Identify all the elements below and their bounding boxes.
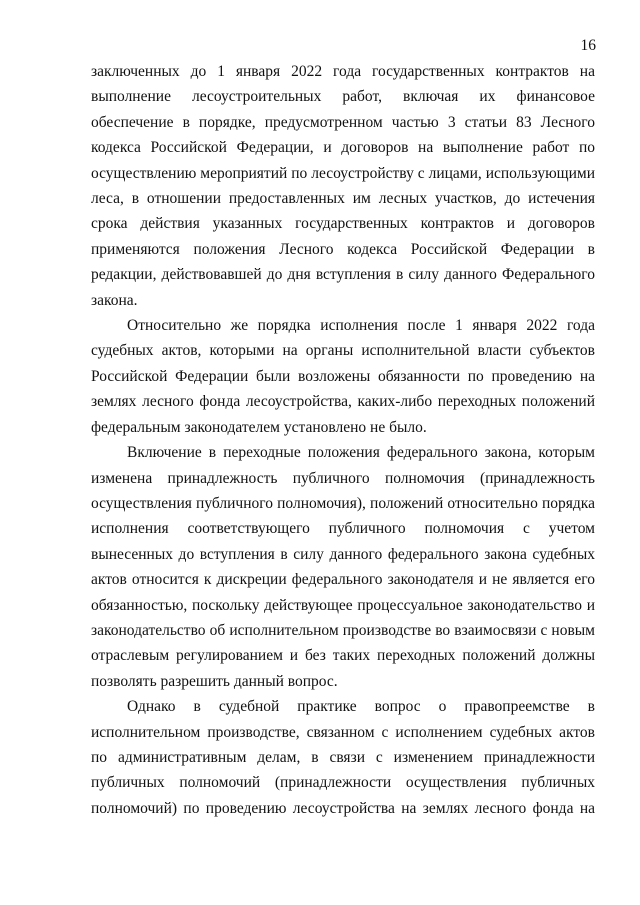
document-body	[91, 59, 595, 821]
paragraph-legislator-discretion: Включение в переходные положения федерального закона, которым изменена принадлежность публичного полномочия (принадлежность осуществления публичного полномочия), положений относительно порядка исполнения соответствующего публичного полномочия с учетом вынесенных до вступления в силу данного федерального закона судебных актов относится к дискреции федерального законодателя и не является его обязанностью, поскольку действующее процессуальное законодательство и законодательство об исполнительном производстве во взаимосвязи с новым отраслевым регулированием и без таких переходных положений должны позволять разрешить данный вопрос.	[91, 444, 595, 690]
page-number: 16	[580, 37, 596, 54]
paragraph-judicial-practice: Однако в судебной практике вопрос о правопреемстве в исполнительном производстве, связанном с исполнением судебных актов по административным делам, в связи с изменением принадлежности публичных полномочий (принадлежности осуществления публичных полномочий) по проведению лесоустройства на землях лесного фонда на	[91, 698, 595, 817]
paragraph-execution-of-judicial-acts: Относительно же порядка исполнения после 1 января 2022 года судебных актов, которыми на органы исполнительной власти субъектов Российской Федерации были возложены обязанности по проведению на землях лесного фонда лесоустройства, каких-либо переходных положений федеральным законодателем установлено не было.	[91, 317, 595, 436]
paragraph-continued-transitional-provisions: заключенных до 1 января 2022 года государственных контрактов на выполнение лесоустроительных работ, включая их финансовое обеспечение в порядке, предусмотренном частью 3 статьи 83 Лесного кодекса Российской Федерации, и договоров на выполнение работ по осуществлению мероприятий по лесоустройству с лицами, использующими леса, в отношении предоставленных им лесных участков, до истечения срока действия указанных государственных контрактов и договоров применяются положения Лесного кодекса Российской Федерации в редакции, действовавшей до дня вступления в силу данного Федерального закона.	[91, 63, 595, 309]
